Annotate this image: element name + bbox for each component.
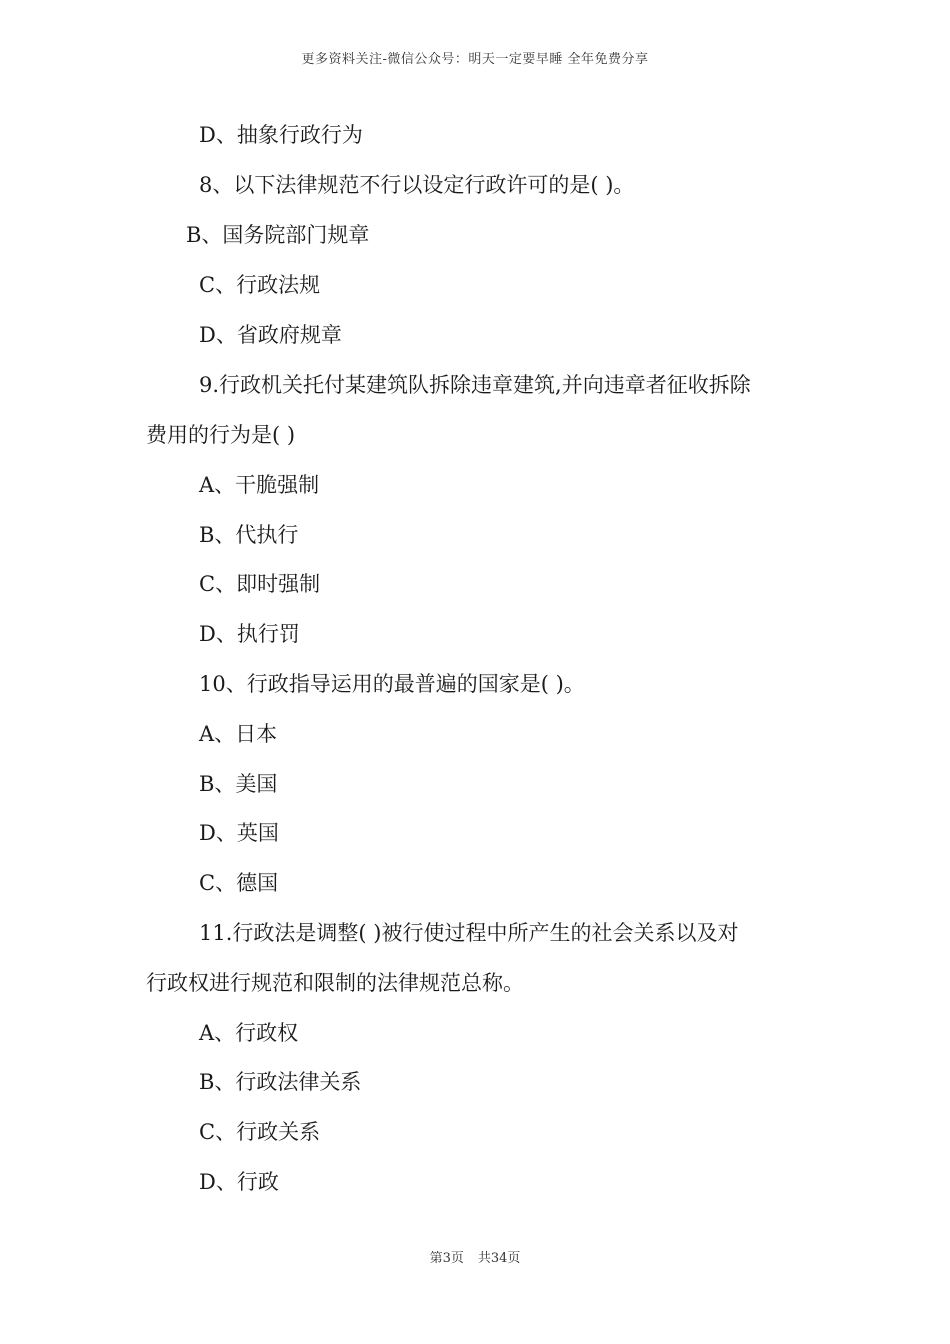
question-10: 10、行政指导运用的最普遍的国家是( )。 — [199, 672, 585, 696]
question-8: 8、以下法律规范不行以设定行政许可的是( )。 — [199, 173, 635, 197]
option-8c: C、行政法规 — [199, 273, 321, 297]
option-9a: A、干脆强制 — [199, 473, 320, 497]
option-11b: B、行政法律关系 — [199, 1070, 362, 1094]
option-11a: A、行政权 — [199, 1021, 299, 1045]
option-11c: C、行政关系 — [199, 1120, 321, 1144]
question-9-line1: 9.行政机关托付某建筑队拆除违章建筑,并向违章者征收拆除 — [199, 373, 751, 397]
option-8d: D、省政府规章 — [199, 323, 342, 347]
question-11-line1: 11.行政法是调整( )被行使过程中所产生的社会关系以及对 — [199, 921, 739, 945]
page-footer — [0, 1247, 950, 1266]
page-header: 更多资料关注-微信公众号：明天一定要早睡 全年免费分享 — [301, 52, 649, 67]
option-9b: B、代执行 — [199, 523, 299, 547]
option-7d: D、抽象行政行为 — [199, 123, 363, 147]
option-10a: A、日本 — [199, 722, 278, 746]
option-11d: D、行政 — [199, 1170, 279, 1194]
option-8b: B、国务院部门规章 — [186, 223, 370, 247]
question-11-line2: 行政权进行规范和限制的法律规范总称。 — [146, 971, 524, 995]
page-total: 共34页 — [477, 1251, 521, 1266]
option-9d: D、执行罚 — [199, 622, 300, 646]
option-10d: D、英国 — [199, 821, 279, 845]
option-10b: B、美国 — [199, 772, 278, 796]
option-10c: C、德国 — [199, 871, 279, 895]
question-9-line2: 费用的行为是( ) — [146, 423, 296, 447]
page-number: 第3页 — [429, 1251, 464, 1266]
option-9c: C、即时强制 — [199, 572, 321, 596]
